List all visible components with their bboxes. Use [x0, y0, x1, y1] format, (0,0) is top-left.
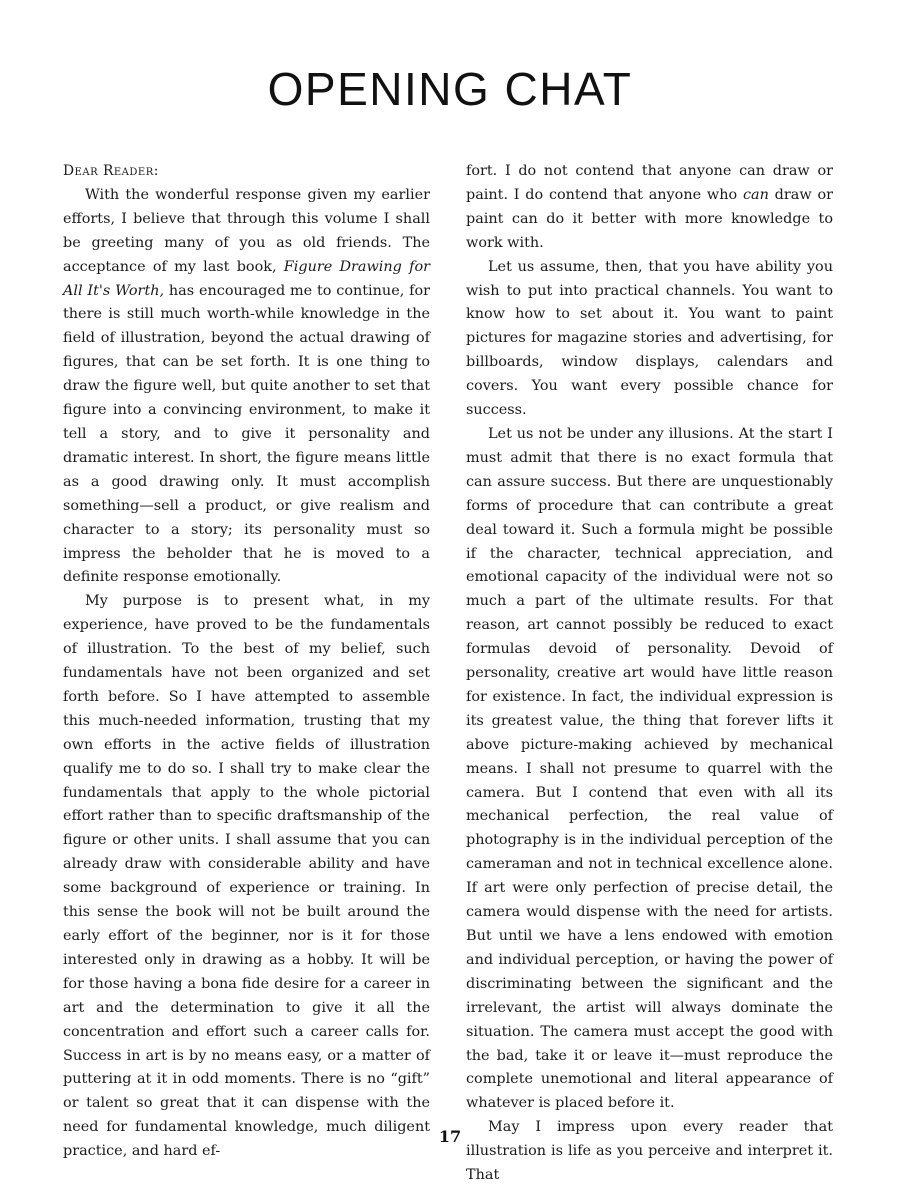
paragraph-intro-text-a: With the wonderful response given my earlier efforts, I believe that through this volume I shall be greeting many of you as old friends. The acceptance of my last book,	[63, 186, 430, 275]
paragraph-continuation	[466, 160, 833, 256]
paragraph-intro-text-b: has encouraged me to continue, for there is still much worth-while knowledge in the field of illustration, beyond the actual drawing of figures, that can be set forth. It is one thing to draw the figure well, but quite another to set that figure into a convincing environment, to make it tell a story, and to give it personality and dramatic interest. In short, the figure means little as a good drawing only. It must accomplish something—sell a product, or give realism and character to a story; its personality must so impress the beholder that he is moved to a definite response emotionally.	[63, 282, 430, 586]
right-column	[466, 160, 833, 1188]
paragraph-continuation-text-b: draw or paint can do it better with more knowledge to work with.	[466, 186, 833, 251]
salutation	[63, 160, 430, 184]
paragraph-illusions: Let us not be under any illusions. At the start I must admit that there is no exact formula that can assure success. But there are unquestionably forms of procedure that can contribute a great deal toward it. Such a formula might be possible if the character, technical appreciation, and emotional capacity of the individual were not so much a part of the ultimate results. For that reason, art cannot possibly be reduced to exact formulas devoid of personality. Devoid of personality, creative art would have little reason for existence. In fact, the individual expression is its greatest value, the thing that forever lifts it above picture-making achieved by mechanical means. I shall not presume to quarrel with the camera. But I contend that even with all its mechanical perfection, the real value of photography is in the individual perception of the cameraman and not in technical excellence alone. If art were only perfection of precise detail, the camera would dispense with the need for artists. But until we have a lens endowed with emotion and individual perception, or having the power of discriminating between the significant and the irrelevant, the artist will always dominate the situation. The camera must accept the good with the bad, take it or leave it—must reproduce the complete unemotional and literal appearance of whatever is placed before it.	[466, 425, 833, 1112]
paragraph-purpose: My purpose is to present what, in my experience, have proved to be the fundamentals of illustration. To the best of my belief, such fundamentals have not been organized and set forth before. So I have attempted to assemble this much-needed information, trusting that my own efforts in the active fields of illustration qualify me to do so. I shall try to make clear the fundamentals that apply to the whole pictorial effort rather than to specific draftsmanship of the figure or other units. I shall assume that you can already draw with considerable ability and have some background of experience or training. In this sense the book will not be built around the early effort of the beginner, nor is it for those interested only in drawing as a hobby. It will be for those having a bona fide desire for a career in art and the determination to give it all the concentration and effort such a career calls for. Success in art is by no means easy, or a matter of puttering at it in odd moments. There is no “gift” or talent so great that it can dispense with the need for fundamental knowledge, much diligent practice, and hard ef-	[63, 593, 430, 1160]
paragraph-impress: May I impress upon every reader that illustration is life as you perceive and interpret it. That	[466, 1119, 833, 1184]
paragraph-continuation-text-a: fort. I do not contend that anyone can draw or paint. I do contend that anyone who	[466, 163, 833, 203]
paragraph-intro	[63, 184, 430, 590]
book-title: Figure Drawing for All It's Worth,	[63, 258, 430, 299]
page-title: OPENING CHAT	[267, 63, 633, 115]
page-number: 17	[438, 1127, 462, 1146]
salutation-text: Dear Reader:	[63, 163, 159, 179]
emphasis-can: can	[742, 186, 769, 203]
left-column	[63, 160, 430, 1164]
paragraph-ability: Let us assume, then, that you have ability you wish to put into practical channels. You want to know how to set about it. You want to paint pictures for magazine stories and advertising, for billboards, window displays, calendars and covers. You want every possible chance for success.	[466, 258, 833, 419]
